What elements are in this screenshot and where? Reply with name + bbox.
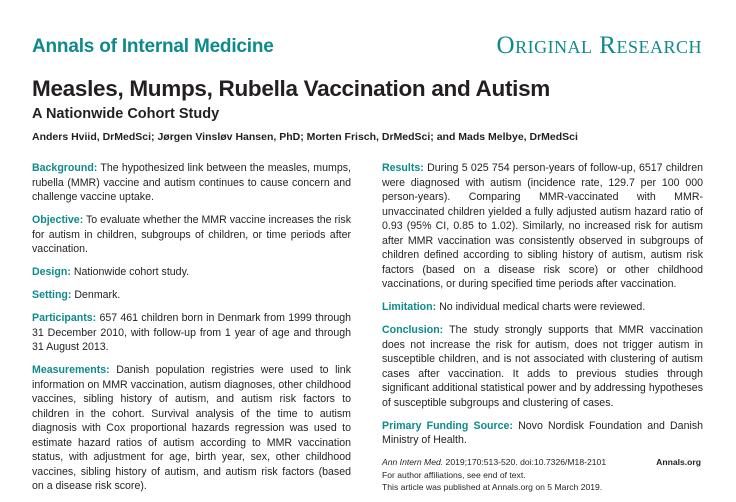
- funding-section: [382, 419, 703, 448]
- funding-text: Novo Nordisk Foundation and Danish Ministry of Health.: [382, 419, 704, 446]
- citation-journal: Ann Intern Med.: [382, 457, 444, 467]
- conclusion-section: [382, 323, 703, 410]
- design-section: [32, 265, 351, 280]
- setting-text: Denmark.: [74, 289, 121, 301]
- article-footer: [382, 456, 703, 494]
- results-label: Results:: [382, 162, 424, 174]
- article-title: Measles, Mumps, Rubella Vaccination and Autism: [32, 76, 551, 101]
- article-subtitle: A Nationwide Cohort Study: [32, 106, 220, 122]
- objective-text: To evaluate whether the MMR vaccine increases the risk for autism in children, subgroups of children, or time periods after vaccination.: [32, 214, 351, 255]
- participants-section: [32, 311, 351, 355]
- setting-section: [32, 288, 351, 303]
- journal-name: Annals of Internal Medicine: [32, 36, 274, 57]
- background-label: Background:: [32, 162, 98, 174]
- abstract-right-column: [382, 161, 703, 494]
- measurements-label: Measurements:: [32, 364, 110, 376]
- conclusion-label: Conclusion:: [382, 324, 444, 336]
- abstract-left-column: [32, 161, 351, 502]
- affiliations-note: For author affiliations, see end of text.: [382, 469, 526, 480]
- objective-section: [32, 213, 351, 257]
- conclusion-text: The study strongly supports that MMR vaccination does not increase the risk for autism, does not trigger autism in susceptible children, and is not associated with clustering of autism cases after vaccination. It adds to previous studies through significant additional statistical power and by addressing hypotheses of susceptible subgroups and clustering of cases.: [382, 324, 703, 409]
- published-note: This article was published at Annals.org on 5 March 2019.: [382, 482, 603, 492]
- measurements-section: [32, 363, 351, 494]
- limitation-label: Limitation:: [382, 301, 437, 313]
- limitation-text: No individual medical charts were reviewed.: [439, 301, 646, 313]
- measurements-text: Danish population registries were used to link information on MMR vaccination, autism diagnoses, other childhood vaccines, sibling history of autism, and autism risk factors to children in the cohort. Survival analysis of the time to autism diagnosis with Cox proportional hazards regression was used to estimate hazard ratios of autism according to MMR vaccination status, with adjustment for age, birth year, sex, other childhood vaccines, sibling history of autism, and autism risk factors (based on a disease risk score).: [32, 364, 351, 492]
- website-link[interactable]: Annals.org: [656, 457, 701, 467]
- objective-label: Objective:: [32, 214, 84, 226]
- citation-details: 2019;170:513-520. doi:10.7326/M18-2101: [445, 457, 607, 467]
- limitation-section: [382, 300, 703, 315]
- participants-text: 657 461 children born in Denmark from 1999 through 31 December 2010, with follow-up from 1 year of age and through 31 August 2013.: [32, 312, 351, 353]
- section-label: Original Research: [496, 32, 702, 59]
- author-list: Anders Hviid, DrMedSci; Jørgen Vinsløv Hansen, PhD; Morten Frisch, DrMedSci; and Mads Melbye, DrMedSci: [32, 131, 578, 143]
- citation-line: [382, 456, 703, 469]
- results-section: [382, 161, 703, 292]
- design-label: Design:: [32, 266, 71, 278]
- funding-label: Primary Funding Source:: [382, 419, 513, 432]
- participants-label: Participants:: [32, 312, 97, 324]
- background-text: The hypothesized link between the measles, mumps, rubella (MMR) vaccine and autism continues to cause concern and challenge vaccine uptake.: [32, 162, 351, 203]
- design-text: Nationwide cohort study.: [73, 266, 190, 278]
- results-text: During 5 025 754 person-years of follow-up, 6517 children were diagnosed with autism (incidence rate, 129.7 per 100 000 person-years). Comparing MMR-vaccinated with MMR-unvaccinated children yielded a fully adjusted autism hazard ratio of 0.93 (95% CI, 0.85 to 1.02). Similarly, no increased risk for autism after MMR vaccination was consistently observed in subgroups of children defined according to sibling history of autism, autism risk factors (based on a disease risk score) or other childhood vaccinations, or during specified time periods after vaccination.: [382, 162, 703, 290]
- background-section: [32, 161, 351, 205]
- setting-label: Setting:: [32, 289, 72, 301]
